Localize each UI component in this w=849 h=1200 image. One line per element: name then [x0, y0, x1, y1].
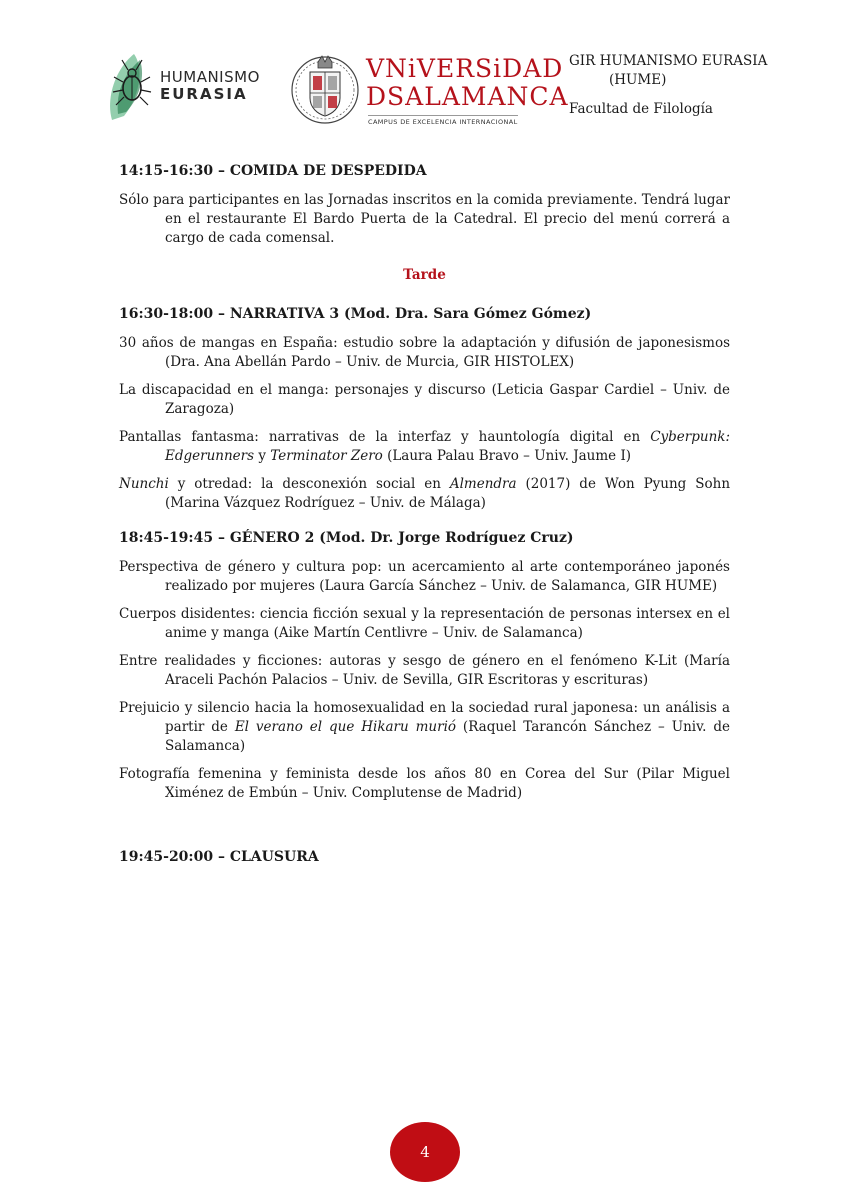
item-text: y	[254, 448, 271, 464]
beetle-icon	[104, 50, 158, 122]
list-item: 30 años de mangas en España: estudio sobre la adaptación y difusión de japonesismos (Dra. Ana Abellán Pardo – Univ. de Murcia, GIR HISTOLEX)	[119, 335, 730, 370]
page-number-badge: 4	[390, 1122, 460, 1182]
programme-content	[119, 162, 730, 877]
university-logo	[290, 48, 569, 130]
afternoon-heading: Tarde	[403, 267, 446, 283]
section-heading-genero: 18:45-19:45 – GÉNERO 2 (Mod. Dr. Jorge Rodríguez Cruz)	[119, 530, 574, 546]
page-header	[0, 0, 849, 140]
list-item: Fotografía femenina y feminista desde los años 80 en Corea del Sur (Pilar Miguel Ximénez de Embún – Univ. Complutense de Madrid)	[119, 766, 730, 801]
comida-description: Sólo para participantes en las Jornadas inscritos en la comida previamente. Tendrá lugar en el restaurante El Bardo Puerta de la Catedral. El precio del menú correrá a cargo de cada comensal.	[119, 192, 730, 246]
work-title: Terminator Zero	[270, 448, 383, 464]
section-heading-comida: 14:15-16:30 – COMIDA DE DESPEDIDA	[119, 163, 427, 179]
item-text: Prejuicio y silencio hacia la homosexualidad en la sociedad rural japonesa: un análisis a partir de	[119, 700, 730, 735]
item-text: y otredad: la desconexión social en	[168, 476, 450, 492]
university-crest-icon	[290, 48, 360, 130]
work-title: Almendra	[449, 476, 517, 492]
list-item	[119, 699, 730, 756]
list-item: Entre realidades y ficciones: autoras y sesgo de género en el fenómeno K-Lit (María Araceli Pachón Palacios – Univ. de Sevilla, GIR Escritoras y escrituras)	[119, 653, 730, 688]
list-item: La discapacidad en el manga: personajes y discurso (Leticia Gaspar Cardiel – Univ. de Zaragoza)	[119, 382, 730, 417]
logo-text-line1: HUMANISMO	[160, 68, 260, 86]
work-title: El verano el que Hikaru murió	[234, 719, 457, 735]
humanismo-eurasia-logo	[104, 50, 274, 122]
university-name-line2: DSALAMANCA	[366, 82, 569, 111]
university-name-line1: VNiVERSiDAD	[366, 54, 564, 83]
section-heading-narrativa: 16:30-18:00 – NARRATIVA 3 (Mod. Dra. Sara Gómez Gómez)	[119, 306, 592, 322]
section-heading-clausura: 19:45-20:00 – CLAUSURA	[119, 849, 319, 865]
work-title: Nunchi	[119, 476, 169, 492]
list-item: Perspectiva de género y cultura pop: un acercamiento al arte contemporáneo japonés realizado por mujeres (Laura García Sánchez – Univ. de Salamanca, GIR HUME)	[119, 559, 730, 594]
item-text: (Raquel Tarancón Sánchez – Univ. de Salamanca)	[165, 719, 730, 754]
item-text: (Laura Palau Bravo – Univ. Jaume I)	[382, 448, 632, 464]
group-acronym: (HUME)	[609, 72, 667, 88]
research-group-info	[569, 52, 767, 119]
item-text: (2017) de Won Pyung Sohn (Marina Vázquez Rodríguez – Univ. de Málaga)	[165, 476, 731, 511]
list-item	[119, 428, 730, 466]
work-title: Cyberpunk: Edgerunners	[165, 429, 730, 464]
faculty-name: Facultad de Filología	[569, 101, 713, 117]
list-item	[119, 475, 730, 513]
group-name: GIR HUMANISMO EURASIA	[569, 53, 768, 69]
logo-text-line2: EURASIA	[160, 85, 248, 103]
item-text: Pantallas fantasma: narrativas de la interfaz y hauntología digital en	[119, 429, 651, 445]
university-tagline: CAMPUS DE EXCELENCIA INTERNACIONAL	[368, 115, 518, 126]
list-item: Cuerpos disidentes: ciencia ficción sexual y la representación de personas intersex en el anime y manga (Aike Martín Centlivre – Univ. de Salamanca)	[119, 606, 730, 641]
